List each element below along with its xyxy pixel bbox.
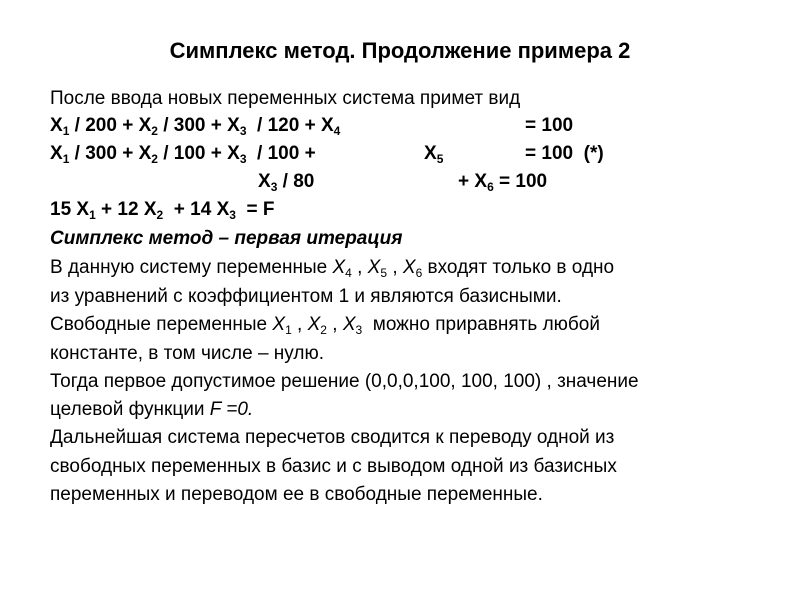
paragraph-line-1: В данную систему переменные $X_4$ , $X_5$ , $X_6$ входят только в одно xyxy=(50,257,615,280)
section-subtitle: Симплекс метод – первая итерация xyxy=(50,228,403,249)
equation-row-1-rhs: = 100 xyxy=(525,115,574,136)
equation-row-1: $X_1 / 200 + X_2 / 300 + X_3 / 120 + X_4$ xyxy=(50,115,341,138)
paragraph-line-9: переменных и переводом ее в свободные переменные. xyxy=(50,484,543,505)
equation-row-3-rhs: + $X_6 = 100$ xyxy=(458,171,548,194)
paragraph-line-4: константе, в том числе – нулю. xyxy=(50,343,324,364)
paragraph-line-3: Свободные переменные $X_1$ , $X_2$ , $X_3$ можно приравнять любой xyxy=(50,314,600,337)
paragraph-line-6: целевой функции F =0. xyxy=(50,399,254,420)
slide-title: Симплекс метод. Продолжение примера 2 xyxy=(169,38,631,63)
equation-row-3: $X_3 / 80$ xyxy=(258,171,315,194)
equation-row-2-x5: $X_5$ xyxy=(424,143,444,166)
equation-row-2-rhs: = 100 (*) xyxy=(525,143,604,164)
paragraph-line-7: Дальнейшая система пересчетов сводится к переводу одной из xyxy=(50,427,615,448)
objective-function: 15 $X_1 + 12$ $X_2 + 14$ $X_3 = F$ xyxy=(50,199,275,222)
intro-text: После ввода новых переменных система примет вид xyxy=(50,88,521,109)
paragraph-line-2: из уравнений с коэффициентом 1 и являются базисными. xyxy=(50,286,562,307)
equation-row-2: $X_1 / 300 + X_2 / 100 + X_3 / 100$ + xyxy=(50,143,316,166)
paragraph-line-5: Тогда первое допустимое решение (0,0,0,100, 100, 100) , значение xyxy=(50,371,639,392)
paragraph-line-8: свободных переменных в базис и с выводом одной из базисных xyxy=(50,456,617,477)
